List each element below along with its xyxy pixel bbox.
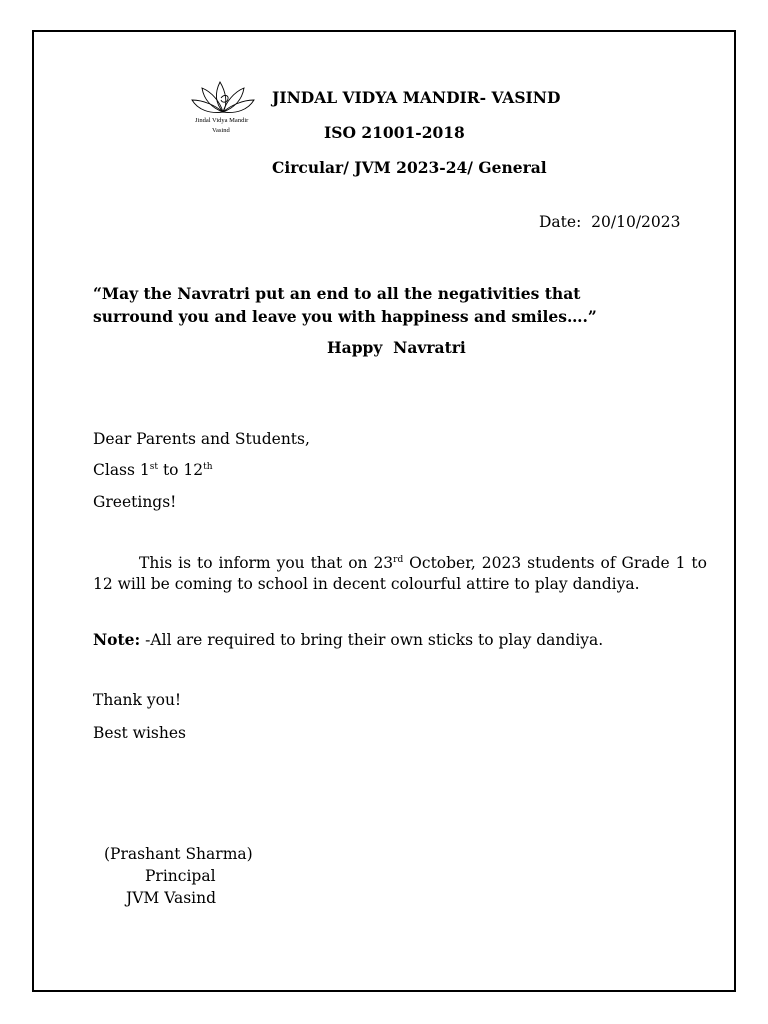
body-part-2: October, 2023 students of Grade 1 to 12 will be coming to school in decent colourful attire to play dandiya. xyxy=(93,554,707,593)
signatory-title: Principal xyxy=(145,867,216,885)
note-line xyxy=(93,630,603,649)
body-paragraph xyxy=(93,553,707,595)
quote-line-1: “May the Navratri put an end to all the negativities that xyxy=(93,284,581,303)
note-label: Note: xyxy=(93,630,141,649)
date-label: Date: xyxy=(539,213,582,231)
body-sup-rd: rd xyxy=(393,554,404,565)
logo-text-line1: Jindal Vidya Mandir xyxy=(195,117,249,124)
logo-text-line2: Vasind xyxy=(212,127,230,134)
class-sup-st: st xyxy=(149,461,159,472)
thank-you: Thank you! xyxy=(93,691,182,709)
class-sup-th: th xyxy=(203,461,213,472)
best-wishes: Best wishes xyxy=(93,724,186,742)
circular-reference: Circular/ JVM 2023-24/ General xyxy=(272,158,547,177)
signatory-name: (Prashant Sharma) xyxy=(104,845,253,863)
date-value: 20/10/2023 xyxy=(591,213,681,231)
class-mid: to 12 xyxy=(158,461,204,479)
body-part-1: This is to inform you that on 23 xyxy=(139,554,394,572)
class-prefix: Class 1 xyxy=(93,461,150,479)
iso-number: ISO 21001-2018 xyxy=(324,123,465,142)
signatory-org: JVM Vasind xyxy=(126,889,217,907)
school-logo xyxy=(188,76,258,142)
note-text: -All are required to bring their own sticks to play dandiya. xyxy=(140,631,604,649)
quote-line-2: surround you and leave you with happiness and smiles….” xyxy=(93,307,597,326)
school-name: JINDAL VIDYA MANDIR- VASIND xyxy=(272,88,561,107)
class-range xyxy=(93,461,213,479)
salutation: Dear Parents and Students, xyxy=(93,430,310,448)
date-line xyxy=(539,213,681,231)
happy-navratri-wish: Happy Navratri xyxy=(327,338,466,357)
greetings-line: Greetings! xyxy=(93,493,177,511)
lotus-logo-icon xyxy=(188,76,258,116)
